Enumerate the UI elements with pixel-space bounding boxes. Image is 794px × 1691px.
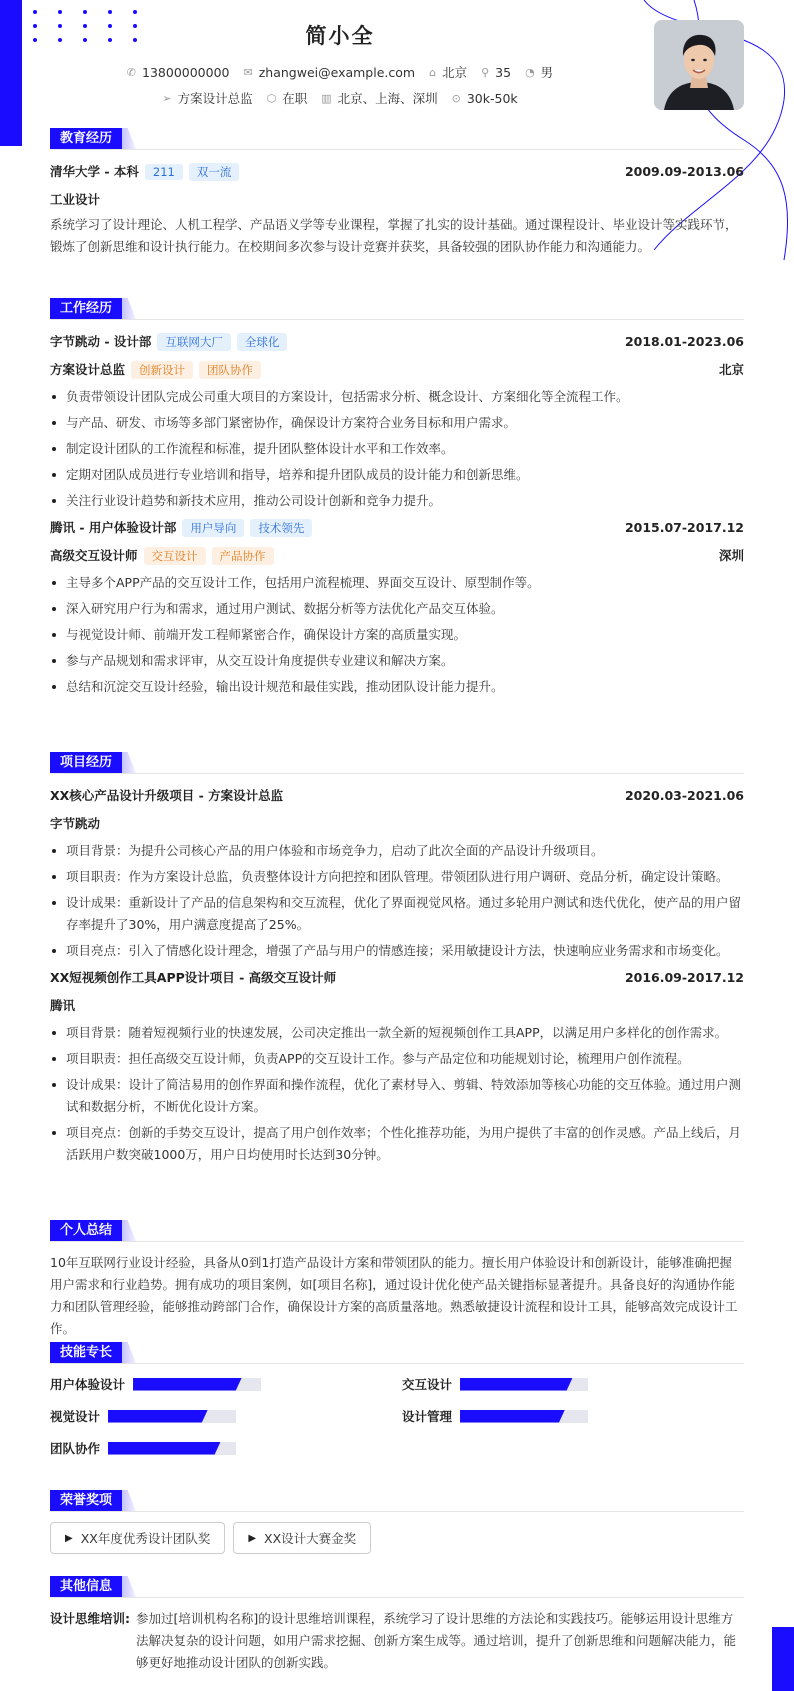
list-item: 制定设计团队的工作流程和标准，提升团队整体设计水平和工作效率。: [50, 438, 744, 460]
job-city: 深圳: [718, 548, 744, 563]
age-icon: ⚲: [481, 65, 490, 79]
list-item: 设计成果：设计了简洁易用的创作界面和操作流程，优化了素材导入、剪辑、特效添加等核心功能的交互体验。通过用户测试和数据分析，不断优化设计方案。: [50, 1074, 744, 1118]
other-title: 其他信息: [50, 1576, 122, 1597]
contact-phone: ✆ 13800000000: [126, 64, 230, 80]
projects-title: 项目经历: [50, 752, 122, 773]
job-date: 2018.01-2023.06: [624, 333, 744, 349]
skill-item: 团队协作: [50, 1438, 402, 1458]
other-section: [50, 1576, 744, 1674]
email-icon: ✉: [243, 65, 253, 79]
major: 工业设计: [50, 192, 101, 207]
avatar: [654, 20, 744, 110]
job-title: ➢ 方案设计总监: [162, 91, 253, 106]
contact-gender: ◔ 男: [525, 65, 554, 80]
list-item: 定期对团队成员进行专业培训和指导，培养和提升团队成员的设计能力和创新思维。: [50, 464, 744, 486]
skills-section: [50, 1342, 744, 1458]
contact-row: [0, 63, 680, 81]
other-text: 参加过[培训机构名称]的设计思维培训课程，系统学习了设计思维的方法论和实践技巧。能够运用设计思维方法解决复杂的设计问题，如用户需求挖掘、创新方案生成等。通过培训，提升了创新思维和问题解决能力，能够更好地推动设计团队的创新实践。: [136, 1611, 737, 1670]
skill-bar-fill: [108, 1442, 221, 1455]
gender-icon: ◔: [525, 65, 535, 79]
other-key: 设计思维培训:: [50, 1611, 130, 1626]
project-name: XX核心产品设计升级项目 - 方案设计总监: [50, 788, 284, 803]
list-item: 参与产品规划和需求评审，从交互设计角度提供专业建议和解决方案。: [50, 650, 744, 672]
job-date: 2015.07-2017.12: [624, 519, 744, 535]
work-title: 工作经历: [50, 298, 122, 319]
school-name: 清华大学 - 本科: [50, 163, 139, 179]
list-item: 项目亮点：创新的手势交互设计，提高了用户创作效率；个性化推荐功能，为用户提供了丰富的创作灵感。产品上线后，月活跃用户数突破1000万，用户日均使用时长达到30分钟。: [50, 1122, 744, 1166]
send-icon: ➢: [162, 91, 172, 105]
list-item: 与产品、研发、市场等多部门紧密协作，确保设计方案符合业务目标和用户需求。: [50, 412, 744, 434]
summary-section: [50, 1220, 744, 1340]
job-salary: ⊙ 30k-50k: [451, 90, 518, 106]
project-org: 字节跳动: [50, 816, 101, 831]
job-entry: [50, 516, 744, 698]
projects-section: [50, 752, 744, 1170]
skill-item: 视觉设计: [50, 1406, 402, 1426]
skill-item: 用户体验设计: [50, 1374, 402, 1394]
skill-bar: [460, 1410, 588, 1423]
job-status: ⬡ 在职: [266, 91, 308, 106]
project-entry: [50, 966, 744, 1166]
summary-title: 个人总结: [50, 1220, 122, 1241]
skill-bar-fill: [460, 1378, 573, 1391]
status-icon: ⬡: [266, 91, 277, 105]
skill-bar: [108, 1410, 236, 1423]
project-name: XX短视频创作工具APP设计项目 - 高级交互设计师: [50, 970, 337, 985]
job-role: 高级交互设计师: [50, 547, 138, 563]
list-item: 项目背景：随着短视频行业的快速发展，公司决定推出一款全新的短视频创作工具APP，以满足用户多样化的创作需求。: [50, 1022, 744, 1044]
list-item: 与视觉设计师、前端开发工程师紧密合作，确保设计方案的高质量实现。: [50, 624, 744, 646]
company-tag: 全球化: [237, 333, 288, 351]
list-item: 深入研究用户行为和需求，通过用户测试、数据分析等方法优化产品交互体验。: [50, 598, 744, 620]
contact-age: ⚲ 35: [481, 64, 512, 80]
work-section: [50, 298, 744, 702]
contact-email: ✉ zhangwei@example.com: [243, 64, 416, 80]
role-tag: 交互设计: [144, 547, 206, 565]
play-icon: ▶: [65, 1532, 73, 1544]
role-tag: 产品协作: [212, 547, 274, 565]
company-tag: 技术领先: [250, 519, 312, 537]
project-date: 2020.03-2021.06: [624, 787, 744, 803]
contact-city: ⌂ 北京: [429, 65, 468, 80]
skill-bar: [133, 1378, 261, 1391]
school-tag: 211: [145, 164, 183, 180]
job-cities: ▥ 北京、上海、深圳: [321, 91, 438, 106]
skill-item: 交互设计: [402, 1374, 744, 1394]
project-org: 腾讯: [50, 998, 76, 1013]
list-item: 项目职责：作为方案设计总监，负责整体设计方向把控和团队管理。带领团队进行用户调研、竞品分析，确定设计策略。: [50, 866, 744, 888]
project-date: 2016.09-2017.12: [624, 969, 744, 985]
award-chip[interactable]: ▶ XX年度优秀设计团队奖: [50, 1522, 225, 1554]
list-item: 总结和沉淀交互设计经验，输出设计规范和最佳实践，推动团队设计能力提升。: [50, 676, 744, 698]
job-entry: [50, 330, 744, 512]
role-tag: 团队协作: [199, 361, 261, 379]
education-section: [50, 128, 744, 258]
skills-title: 技能专长: [50, 1342, 122, 1363]
company-tag: 用户导向: [182, 519, 244, 537]
company-tag: 互联网大厂: [157, 333, 231, 351]
school-tag: 双一流: [189, 163, 240, 181]
building-icon: ▥: [321, 91, 332, 105]
list-item: 设计成果：重新设计了产品的信息架构和交互流程，优化了界面视觉风格。通过多轮用户测试和迭代优化，使产品的用户留存率提升了30%，用户满意度提高了25%。: [50, 892, 744, 936]
awards-title: 荣誉奖项: [50, 1490, 122, 1511]
list-item: 项目职责：担任高级交互设计师，负责APP的交互设计工作。参与产品定位和功能规划讨论，梳理用户创作流程。: [50, 1048, 744, 1070]
phone-icon: ✆: [126, 65, 137, 79]
list-item: 项目亮点：引入了情感化设计理念，增强了产品与用户的情感连接；采用敏捷设计方法，快速响应业务需求和市场变化。: [50, 940, 744, 962]
company-name: 字节跳动 - 设计部: [50, 333, 152, 349]
candidate-name: 简小全: [305, 24, 375, 48]
skill-item: 设计管理: [402, 1406, 744, 1426]
list-item: 项目背景：为提升公司核心产品的用户体验和市场竞争力，启动了此次全面的产品设计升级项目。: [50, 840, 744, 862]
skill-bar-fill: [133, 1378, 242, 1391]
award-chip[interactable]: ▶ XX设计大赛金奖: [233, 1522, 371, 1554]
skill-bar-fill: [460, 1410, 565, 1423]
salary-icon: ⊙: [451, 91, 461, 105]
skill-bar-fill: [108, 1410, 208, 1423]
job-city: 北京: [718, 362, 744, 377]
list-item: 关注行业设计趋势和新技术应用，推动公司设计创新和竞争力提升。: [50, 490, 744, 512]
list-item: 负责带领设计团队完成公司重大项目的方案设计，包括需求分析、概念设计、方案细化等全流程工作。: [50, 386, 744, 408]
summary-text: 10年互联网行业设计经验，具备从0到1打造产品设计方案和带领团队的能力。擅长用户体验设计和创新设计，能够准确把握用户需求和行业趋势。拥有成功的项目案例，如[项目名称]，通过设计优化使产品关键指标显著提升。具备良好的沟通协作能力和团队管理经验，能够推动跨部门合作，确保设计方案的高质量落地。熟悉敏捷设计流程和设计工具，能够高效完成设计工作。: [50, 1255, 738, 1336]
right-accent-bar: [772, 1627, 794, 1691]
role-tag: 创新设计: [131, 361, 193, 379]
skill-bar: [108, 1442, 236, 1455]
company-name: 腾讯 - 用户体验设计部: [50, 519, 177, 535]
education-date: 2009.09-2013.06: [624, 163, 744, 179]
project-entry: [50, 784, 744, 962]
job-intent-row: [0, 89, 680, 107]
job-role: 方案设计总监: [50, 361, 126, 377]
skill-bar: [460, 1378, 588, 1391]
education-desc: 系统学习了设计理论、人机工程学、产品语义学等专业课程，掌握了扎实的设计基础。通过课程设计、毕业设计等实践环节，锻炼了创新思维和设计执行能力。在校期间多次参与设计竞赛并获奖，具备较强的团队协作能力和沟通能力。: [50, 217, 738, 254]
play-icon: ▶: [248, 1532, 257, 1544]
home-icon: ⌂: [429, 65, 437, 79]
list-item: 主导多个APP产品的交互设计工作，包括用户流程梳理、界面交互设计、原型制作等。: [50, 572, 744, 594]
education-title: 教育经历: [50, 128, 122, 149]
awards-section: [50, 1490, 744, 1554]
